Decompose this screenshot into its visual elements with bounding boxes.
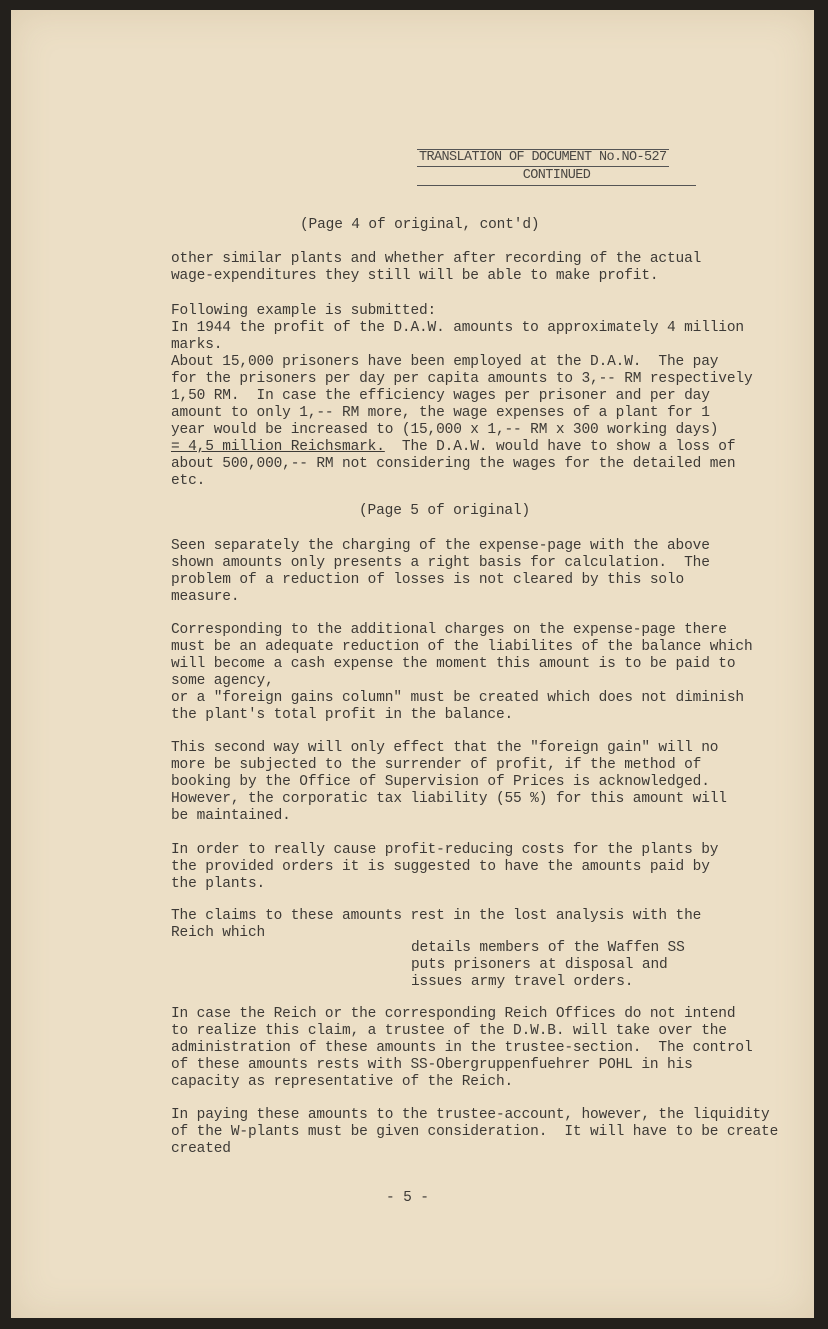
text-line: In 1944 the profit of the D.A.W. amounts to approximately 4 million xyxy=(171,320,744,336)
text-line: other similar plants and whether after recording of the actual xyxy=(171,251,702,267)
text-line: be maintained. xyxy=(171,808,291,824)
text-line: year would be increased to (15,000 x 1,-- RM x 300 working days) xyxy=(171,422,719,438)
text-line: the plants. xyxy=(171,876,266,892)
text-line: In order to really cause profit-reducing costs for the plants by xyxy=(171,842,719,858)
text-line: measure. xyxy=(171,589,240,605)
text-line: shown amounts only presents a right basis for calculation. The xyxy=(171,555,710,571)
text-line: The claims to these amounts rest in the lost analysis with the xyxy=(171,908,702,924)
text-line: wage-expenditures they still will be able to make profit. xyxy=(171,268,659,284)
page-5-label: (Page 5 of original) xyxy=(359,503,531,519)
text-line: However, the corporatic tax liability (55 %) for this amount will xyxy=(171,791,727,807)
text-line: About 15,000 prisoners have been employed at the D.A.W. The pay xyxy=(171,354,719,370)
text-line: Seen separately the charging of the expense-page with the above xyxy=(171,538,710,554)
text-line: In paying these amounts to the trustee-account, however, the liquidity xyxy=(171,1107,770,1123)
indented-line: details members of the Waffen SS xyxy=(411,940,685,956)
text-line: the provided orders it is suggested to have the amounts paid by xyxy=(171,859,710,875)
text-line xyxy=(171,439,735,457)
text-line: some agency, xyxy=(171,673,274,689)
page-number: - 5 - xyxy=(386,1190,429,1206)
text-line: the plant's total profit in the balance. xyxy=(171,707,514,723)
text-line: more be subjected to the surrender of profit, if the method of xyxy=(171,757,702,773)
text-line: In case the Reich or the corresponding Reich Offices do not intend xyxy=(171,1006,736,1022)
text-line: Corresponding to the additional charges on the expense-page there xyxy=(171,622,727,638)
text-line: administration of these amounts in the trustee-section. The control xyxy=(171,1040,753,1056)
continued-header: CONTINUED xyxy=(417,168,696,186)
page-4-label: (Page 4 of original, cont'd) xyxy=(300,217,540,233)
text-line: capacity as representative of the Reich. xyxy=(171,1074,514,1090)
text-line: must be an adequate reduction of the liabilites of the balance which xyxy=(171,639,753,655)
document-page xyxy=(11,10,814,1318)
text-line: amount to only 1,-- RM more, the wage expenses of a plant for 1 xyxy=(171,405,710,421)
text-line: created xyxy=(171,1141,231,1157)
text-span: The D.A.W. would have to show a loss of xyxy=(384,439,736,455)
text-line: marks. xyxy=(171,337,223,353)
text-line: 1,50 RM. In case the efficiency wages per prisoner and per day xyxy=(171,388,710,404)
text-line: to realize this claim, a trustee of the D.W.B. will take over the xyxy=(171,1023,727,1039)
text-line: or a "foreign gains column" must be created which does not diminish xyxy=(171,690,744,706)
text-line: Following example is submitted: xyxy=(171,303,437,319)
underlined-total: = 4,5 million Reichsmark. xyxy=(171,439,385,455)
indented-line: puts prisoners at disposal and xyxy=(411,957,668,973)
indented-line: issues army travel orders. xyxy=(411,974,634,990)
text-line: of these amounts rests with SS-Obergruppenfuehrer POHL in his xyxy=(171,1057,693,1073)
text-line: will become a cash expense the moment this amount is to be paid to xyxy=(171,656,736,672)
text-line: This second way will only effect that the "foreign gain" will no xyxy=(171,740,719,756)
text-line: about 500,000,-- RM not considering the wages for the detailed men xyxy=(171,456,736,472)
text-line: etc. xyxy=(171,473,206,489)
text-line: of the W-plants must be given consideration. It will have to be create xyxy=(171,1124,779,1140)
text-line: for the prisoners per day per capita amounts to 3,-- RM respectively xyxy=(171,371,753,387)
text-line: Reich which xyxy=(171,925,266,941)
translation-header: TRANSLATION OF DOCUMENT No.NO-527 xyxy=(419,150,667,165)
text-line: booking by the Office of Supervision of Prices is acknowledged. xyxy=(171,774,710,790)
text-line: problem of a reduction of losses is not cleared by this solo xyxy=(171,572,685,588)
